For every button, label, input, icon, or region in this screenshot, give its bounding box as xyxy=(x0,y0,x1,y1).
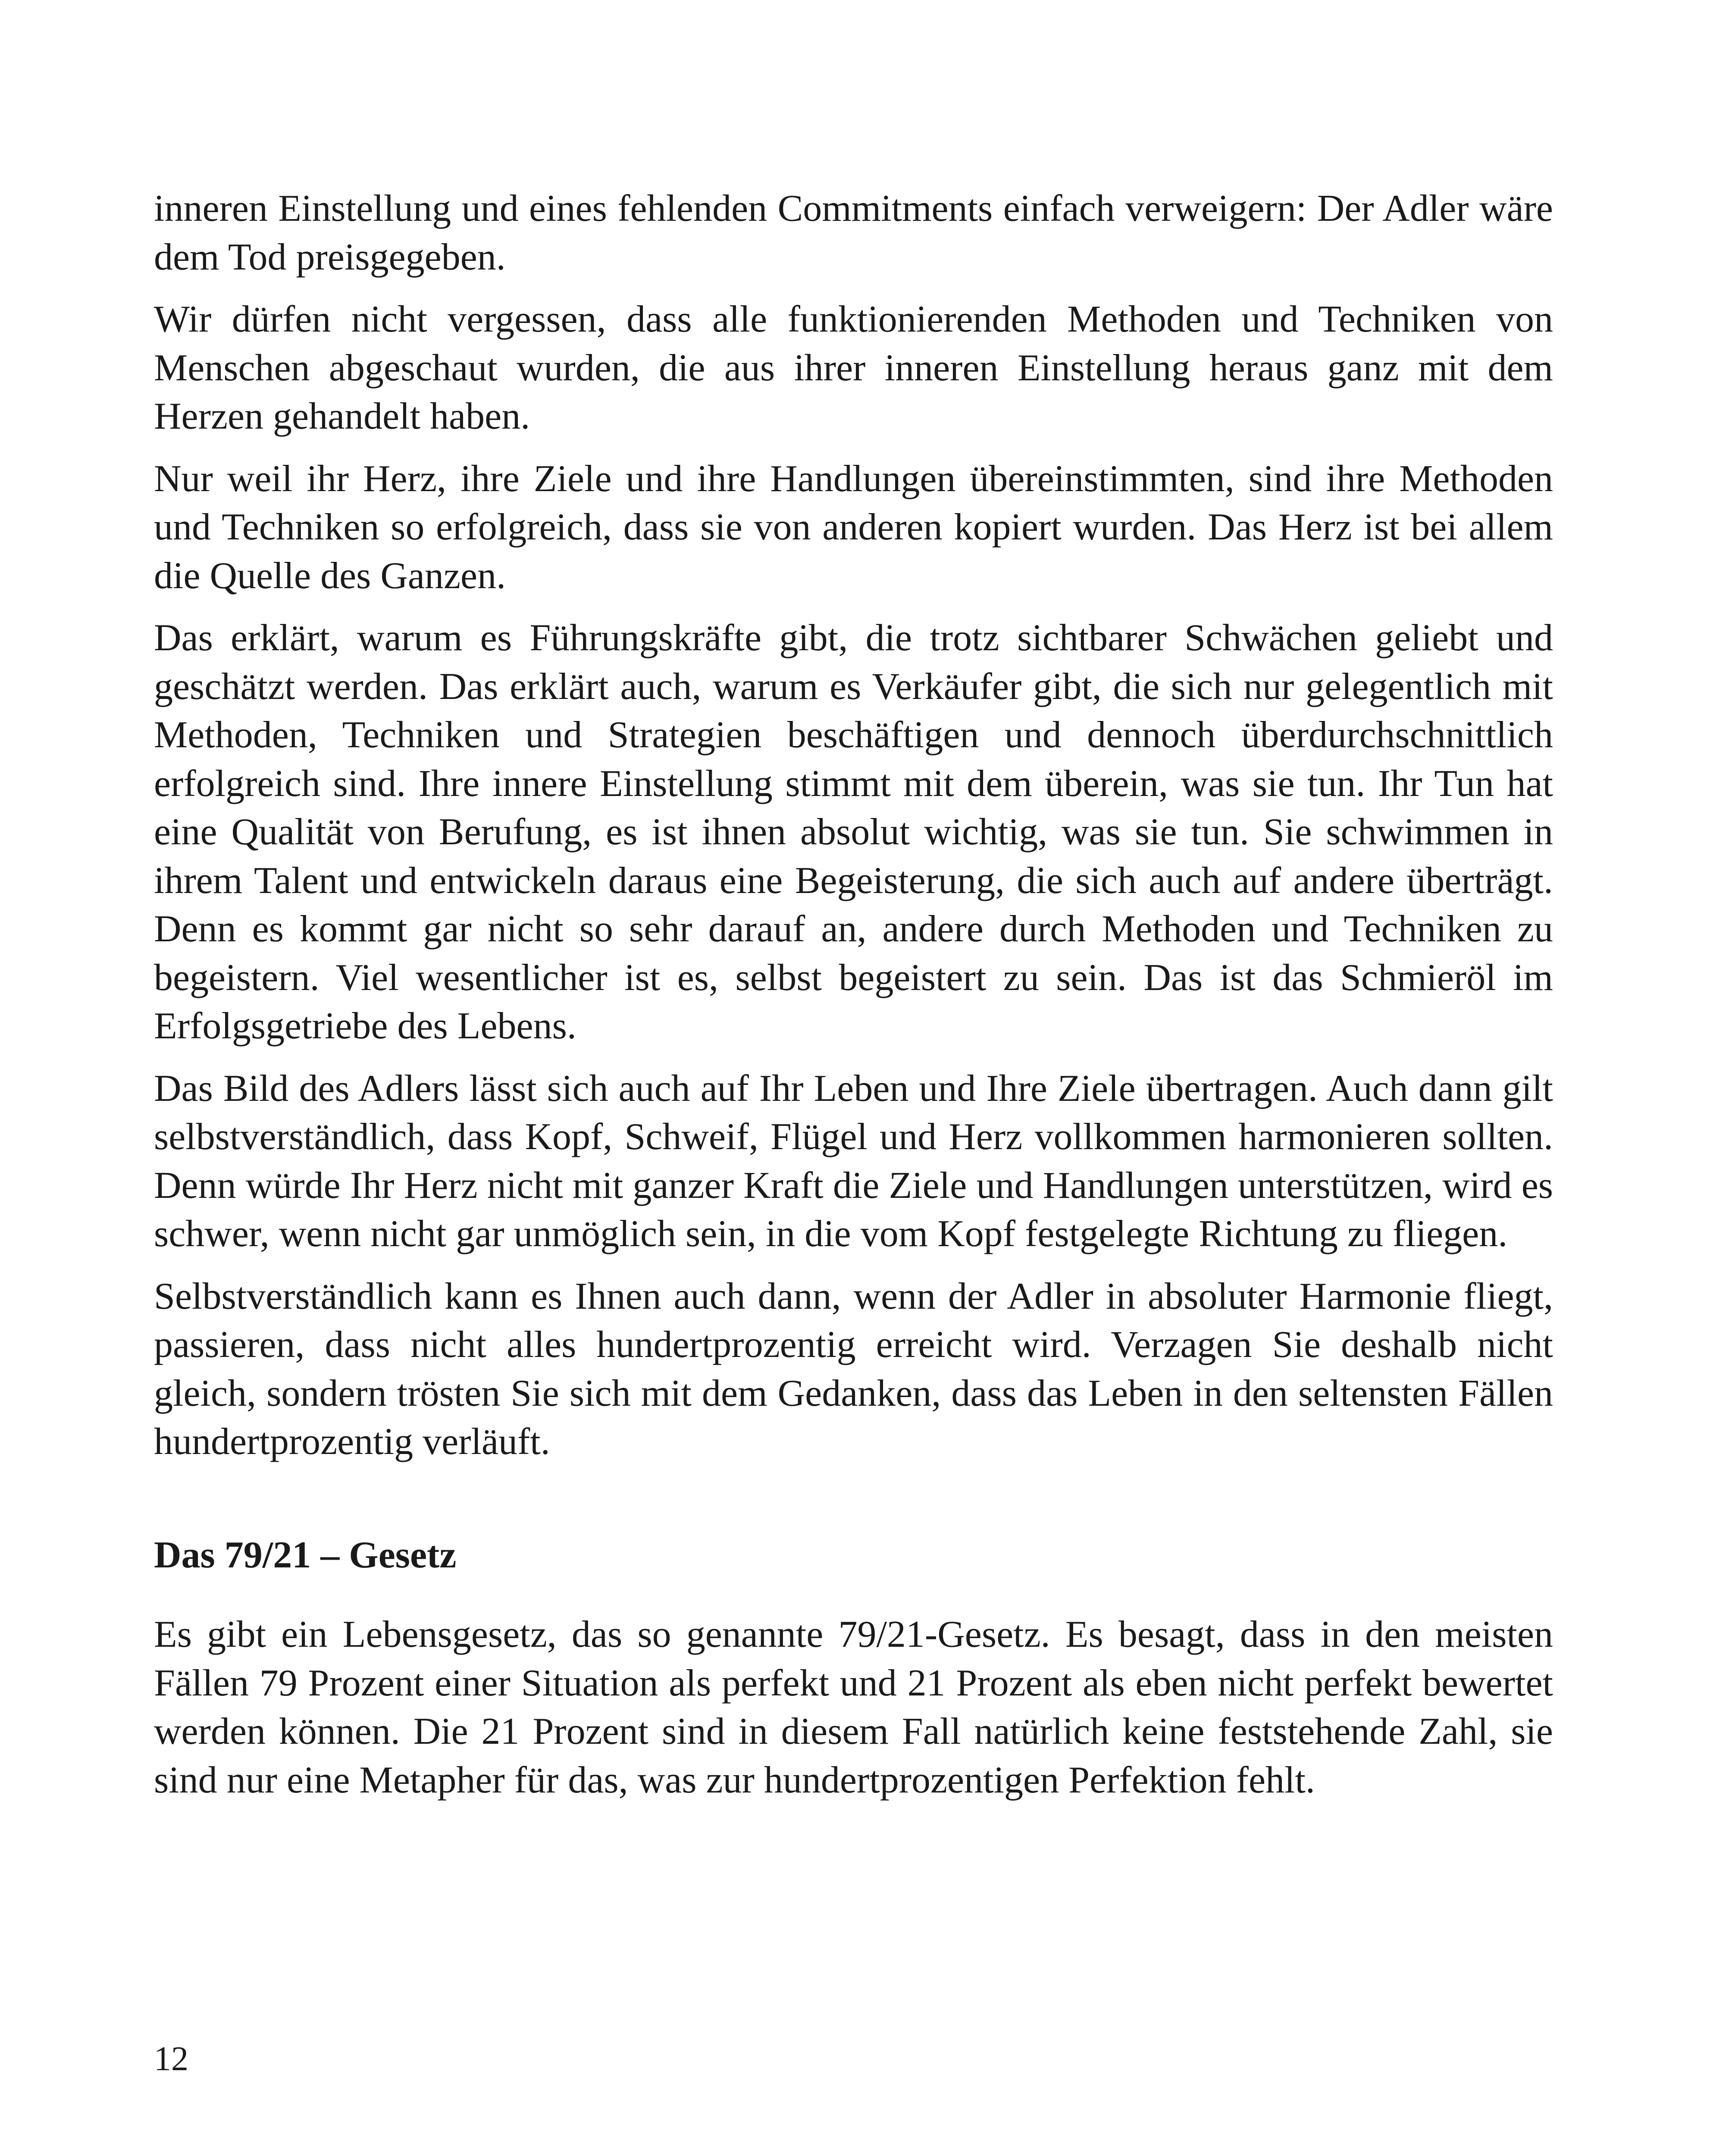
paragraph-1: inneren Einstellung und eines fehlenden Commitments einfach verweigern: Der Adler wäre dem Tod preisgegeben. xyxy=(154,188,1553,278)
paragraph-4: Das erklärt, warum es Führungskräfte gibt, die trotz sichtbarer Schwächen geliebt und geschätzt werden. Das erklärt auch, warum es Verkäufer gibt, die sich nur gelegentlich mit Methoden, Techniken und Strategien beschäftigen und dennoch überdurchschnittlich erfolgreich sind. Ihre innere Einstellung stimmt mit dem überein, was sie tun. Ihr Tun hat eine Qualität von Berufung, es ist ihnen absolut wichtig, was sie tun. Sie schwimmen in ihrem Talent und entwickeln daraus eine Begeisterung, die sich auch auf andere überträgt. Denn es kommt gar nicht so sehr darauf an, andere durch Methoden und Techniken zu begeistern. Viel wesentlicher ist es, selbst begeistert zu sein. Das ist das Schmieröl im Erfolgsgetriebe des Lebens. xyxy=(154,617,1553,1047)
paragraph-3: Nur weil ihr Herz, ihre Ziele und ihre Handlungen übereinstimmten, sind ihre Methoden und Techniken so erfolgreich, dass sie von anderen kopiert wurden. Das Herz ist bei allem die Quelle des Ganzen. xyxy=(154,458,1553,597)
paragraph-5: Das Bild des Adlers lässt sich auch auf Ihr Leben und Ihre Ziele übertragen. Auch dann gilt selbstverständlich, dass Kopf, Schweif, Flügel und Herz vollkommen harmonieren sollten. Denn würde Ihr Herz nicht mit ganzer Kraft die Ziele und Handlungen unterstützen, wird es schwer, wenn nicht gar unmöglich sein, in die vom Kopf festgelegte Richtung zu fliegen. xyxy=(154,1067,1553,1255)
paragraph-7: Es gibt ein Lebensgesetz, das so genannte 79/21-Gesetz. Es besagt, dass in den meisten Fällen 79 Prozent einer Situation als perfekt und 21 Prozent als eben nicht perfekt bewertet werden können. Die 21 Prozent sind in diesem Fall natürlich keine feststehende Zahl, sie sind nur eine Metapher für das, was zur hundertprozentigen Perfektion fehlt. xyxy=(154,1614,1553,1801)
section-heading: Das 79/21 – Gesetz xyxy=(154,1534,457,1576)
body-text xyxy=(154,185,1553,1818)
page-number: 12 xyxy=(154,2040,188,2078)
paragraph-2: Wir dürfen nicht vergessen, dass alle funktionierenden Methoden und Techniken von Menschen abgeschaut wurden, die aus ihrer inneren Einstellung heraus ganz mit dem Herzen gehandelt haben. xyxy=(154,298,1553,437)
paragraph-6: Selbstverständlich kann es Ihnen auch dann, wenn der Adler in absoluter Harmonie fliegt, passieren, dass nicht alles hundertprozentig erreicht wird. Verzagen Sie deshalb nicht gleich, sondern trösten Sie sich mit dem Gedanken, dass das Leben in den seltensten Fällen hundertprozentig verläuft. xyxy=(154,1275,1553,1463)
